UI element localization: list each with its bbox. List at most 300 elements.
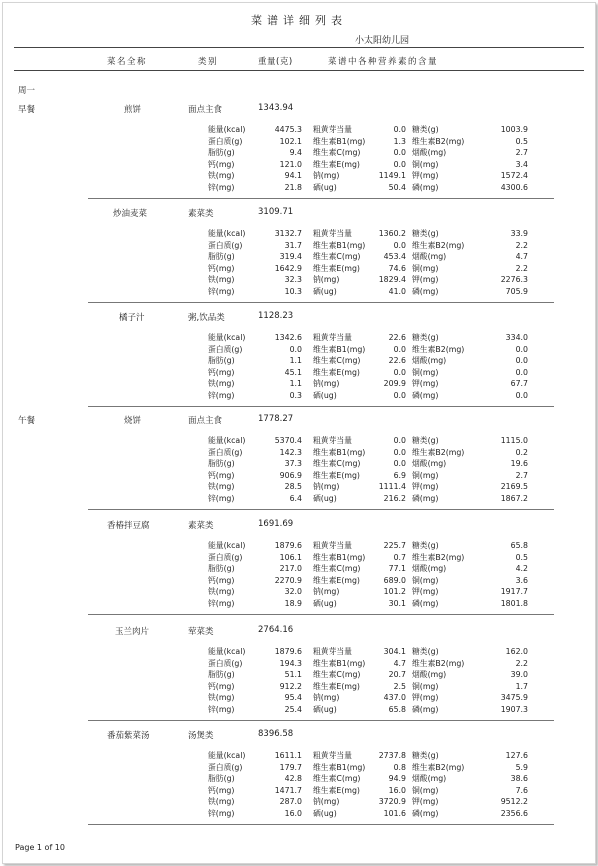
nutrient-value: 5.9 xyxy=(515,762,528,772)
nutrient-name: 维生素E(mg) xyxy=(313,681,360,691)
nutrient-value: 2.7 xyxy=(515,470,528,480)
nutrient-row xyxy=(208,355,534,367)
nutrient-value: 162.0 xyxy=(505,647,528,656)
dish-separator xyxy=(88,302,554,303)
nutrient-name: 磷(mg) xyxy=(412,704,439,714)
nutrient-row xyxy=(208,263,534,275)
nutrient-value: 45.1 xyxy=(284,367,302,377)
nutrient-value: 319.4 xyxy=(279,252,302,262)
nutrient-value: 1003.9 xyxy=(500,125,528,134)
nutrient-name: 锌(mg) xyxy=(208,286,235,296)
dish-name: 番茄紫菜汤 xyxy=(107,731,150,741)
nutrient-table xyxy=(208,124,534,194)
nutrient-value: 1.1 xyxy=(289,356,302,366)
nutrient-name: 粗黄芽当量 xyxy=(313,229,352,238)
nutrient-row xyxy=(208,493,534,505)
nutrient-row xyxy=(208,228,534,240)
nutrient-value: 4.7 xyxy=(393,658,406,668)
nutrient-name: 糖类(g) xyxy=(412,125,439,134)
nutrient-value: 209.9 xyxy=(383,379,406,389)
nutrient-name: 铜(mg) xyxy=(412,470,439,480)
header-nutrients: 菜谱中各种营养素的含量 xyxy=(328,57,439,67)
dish-weight: 3109.71 xyxy=(258,207,294,217)
meal-label: 早餐 xyxy=(18,105,36,115)
nutrient-value: 1879.6 xyxy=(274,647,302,656)
nutrient-value: 6.4 xyxy=(289,493,302,503)
dish-separator xyxy=(88,720,554,721)
nutrient-value: 7.6 xyxy=(515,785,528,795)
nutrient-value: 1867.2 xyxy=(500,493,528,503)
nutrient-value: 1829.4 xyxy=(378,275,406,285)
nutrient-name: 磷(mg) xyxy=(412,182,439,192)
nutrient-name: 粗黄芽当量 xyxy=(313,751,352,760)
nutrient-name: 能量(kcal) xyxy=(208,541,246,550)
nutrient-value: 705.9 xyxy=(505,286,528,296)
nutrient-name: 钠(mg) xyxy=(313,693,340,703)
nutrient-name: 维生素B1(mg) xyxy=(313,552,366,562)
dish-category: 素菜类 xyxy=(188,209,214,219)
nutrient-name: 粗黄芽当量 xyxy=(313,647,352,656)
nutrient-name: 钠(mg) xyxy=(313,482,340,492)
nutrient-value: 0.0 xyxy=(393,159,406,169)
nutrient-name: 钙(mg) xyxy=(208,263,235,273)
nutrient-row xyxy=(208,332,534,344)
nutrient-name: 磷(mg) xyxy=(412,808,439,818)
nutrient-table xyxy=(208,540,534,610)
nutrient-value: 94.1 xyxy=(284,171,302,181)
school-name: 小太阳幼儿园 xyxy=(355,36,410,46)
nutrient-name: 糖类(g) xyxy=(412,436,439,445)
dish-name: 橘子汁 xyxy=(119,313,145,323)
nutrient-name: 铁(mg) xyxy=(208,797,235,807)
nutrient-name: 锌(mg) xyxy=(208,598,235,608)
dish-weight: 1343.94 xyxy=(258,103,294,113)
nutrient-value: 101.2 xyxy=(383,587,406,597)
nutrient-value: 1.3 xyxy=(393,136,406,146)
nutrient-name: 锌(mg) xyxy=(208,493,235,503)
nutrient-value: 127.6 xyxy=(505,751,528,760)
nutrient-row xyxy=(208,540,534,552)
dish-weight: 8396.58 xyxy=(258,729,294,739)
dish-separator xyxy=(88,406,554,407)
dish-weight: 2764.16 xyxy=(258,625,294,635)
nutrient-name: 脂肪(g) xyxy=(208,564,235,574)
nutrient-value: 0.8 xyxy=(393,762,406,772)
dish-name: 烧饼 xyxy=(124,416,142,426)
dish-separator xyxy=(88,509,554,510)
nutrient-value: 287.0 xyxy=(279,797,302,807)
dish-separator xyxy=(88,614,554,615)
nutrient-value: 4.7 xyxy=(515,252,528,262)
nutrient-name: 粗黄芽当量 xyxy=(313,125,352,134)
nutrient-value: 3475.9 xyxy=(500,693,528,703)
nutrient-row xyxy=(208,750,534,762)
nutrient-value: 1111.4 xyxy=(378,482,406,492)
nutrient-value: 0.0 xyxy=(393,148,406,158)
nutrient-value: 0.5 xyxy=(515,552,528,562)
nutrient-name: 蛋白质(g) xyxy=(208,762,243,772)
nutrient-value: 0.0 xyxy=(515,356,528,366)
nutrient-row xyxy=(208,367,534,379)
nutrient-value: 0.0 xyxy=(515,390,528,400)
nutrient-value: 2.7 xyxy=(515,148,528,158)
dish-weight: 1778.27 xyxy=(258,414,294,424)
nutrient-row xyxy=(208,658,534,670)
nutrient-name: 糖类(g) xyxy=(412,541,439,550)
nutrient-value: 22.6 xyxy=(388,333,406,342)
nutrient-row xyxy=(208,124,534,136)
nutrient-name: 粗黄芽当量 xyxy=(313,333,352,342)
nutrient-value: 0.0 xyxy=(515,367,528,377)
nutrient-name: 维生素B1(mg) xyxy=(313,447,366,457)
nutrient-value: 2169.5 xyxy=(500,482,528,492)
nutrient-name: 磷(mg) xyxy=(412,598,439,608)
nutrient-value: 20.7 xyxy=(388,670,406,680)
nutrient-value: 9.4 xyxy=(289,148,302,158)
nutrient-name: 钾(mg) xyxy=(412,482,439,492)
nutrient-name: 锌(mg) xyxy=(208,808,235,818)
nutrient-value: 0.0 xyxy=(393,344,406,354)
nutrient-name: 糖类(g) xyxy=(412,751,439,760)
nutrient-value: 32.3 xyxy=(284,275,302,285)
nutrient-name: 能量(kcal) xyxy=(208,436,246,445)
nutrient-name: 铁(mg) xyxy=(208,587,235,597)
nutrient-row xyxy=(208,598,534,610)
nutrient-value: 77.1 xyxy=(388,564,406,574)
nutrient-name: 维生素B2(mg) xyxy=(412,136,465,146)
dish-category: 粥,饮品类 xyxy=(188,313,225,323)
nutrient-name: 维生素C(mg) xyxy=(313,356,361,366)
nutrient-value: 1149.1 xyxy=(378,171,406,181)
nutrient-value: 0.0 xyxy=(393,367,406,377)
nutrient-value: 3720.9 xyxy=(378,797,406,807)
nutrient-table xyxy=(208,750,534,820)
nutrient-value: 2.2 xyxy=(515,240,528,250)
nutrient-value: 3.4 xyxy=(515,159,528,169)
nutrient-row xyxy=(208,552,534,564)
nutrient-name: 能量(kcal) xyxy=(208,229,246,238)
nutrient-row xyxy=(208,681,534,693)
nutrient-value: 28.5 xyxy=(284,482,302,492)
nutrient-name: 铜(mg) xyxy=(412,367,439,377)
nutrient-value: 0.5 xyxy=(515,136,528,146)
nutrient-value: 4300.6 xyxy=(500,182,528,192)
nutrient-name: 维生素C(mg) xyxy=(313,252,361,262)
nutrient-name: 维生素E(mg) xyxy=(313,263,360,273)
nutrient-value: 37.3 xyxy=(284,459,302,469)
nutrient-value: 5370.4 xyxy=(274,436,302,445)
header-top-rule xyxy=(14,47,584,48)
nutrient-value: 0.0 xyxy=(289,344,302,354)
nutrient-name: 烟酸(mg) xyxy=(412,564,447,574)
header-category: 类别 xyxy=(198,57,219,67)
nutrient-name: 维生素B1(mg) xyxy=(313,136,366,146)
nutrient-value: 67.7 xyxy=(510,379,528,389)
nutrient-row xyxy=(208,182,534,194)
nutrient-value: 30.1 xyxy=(388,598,406,608)
nutrient-value: 25.4 xyxy=(284,704,302,714)
nutrient-value: 41.0 xyxy=(388,286,406,296)
nutrient-name: 钾(mg) xyxy=(412,693,439,703)
nutrient-name: 铜(mg) xyxy=(412,575,439,585)
nutrient-row xyxy=(208,481,534,493)
nutrient-name: 维生素B1(mg) xyxy=(313,658,366,668)
nutrient-name: 钠(mg) xyxy=(313,587,340,597)
nutrient-value: 0.0 xyxy=(393,436,406,445)
nutrient-value: 194.3 xyxy=(279,658,302,668)
nutrient-name: 维生素B2(mg) xyxy=(412,447,465,457)
nutrient-value: 2276.3 xyxy=(500,275,528,285)
nutrient-row xyxy=(208,704,534,716)
nutrient-name: 硒(ug) xyxy=(313,182,337,192)
nutrient-name: 烟酸(mg) xyxy=(412,670,447,680)
dish-category: 面点主食 xyxy=(188,105,223,115)
nutrient-value: 1642.9 xyxy=(274,263,302,273)
dish-weight: 1128.23 xyxy=(258,311,294,321)
nutrient-name: 磷(mg) xyxy=(412,493,439,503)
nutrient-value: 18.9 xyxy=(284,598,302,608)
nutrient-value: 65.8 xyxy=(510,541,528,550)
nutrient-name: 维生素B2(mg) xyxy=(412,552,465,562)
nutrient-value: 1360.2 xyxy=(378,229,406,238)
nutrient-value: 4475.3 xyxy=(274,125,302,134)
nutrient-value: 1471.7 xyxy=(274,785,302,795)
dish-name: 香椿拌豆腐 xyxy=(107,521,150,531)
nutrient-table xyxy=(208,435,534,505)
nutrient-value: 16.0 xyxy=(388,785,406,795)
nutrient-name: 蛋白质(g) xyxy=(208,447,243,457)
nutrient-name: 维生素B2(mg) xyxy=(412,240,465,250)
nutrient-table xyxy=(208,332,534,402)
nutrient-row xyxy=(208,458,534,470)
nutrient-name: 脂肪(g) xyxy=(208,670,235,680)
nutrient-name: 蛋白质(g) xyxy=(208,552,243,562)
nutrient-row xyxy=(208,669,534,681)
nutrient-value: 1572.4 xyxy=(500,171,528,181)
nutrient-name: 硒(ug) xyxy=(313,808,337,818)
nutrient-name: 糖类(g) xyxy=(412,333,439,342)
nutrient-name: 铁(mg) xyxy=(208,379,235,389)
nutrient-name: 钠(mg) xyxy=(313,797,340,807)
nutrient-value: 42.8 xyxy=(284,774,302,784)
nutrient-value: 1917.7 xyxy=(500,587,528,597)
nutrient-name: 糖类(g) xyxy=(412,229,439,238)
nutrient-row xyxy=(208,575,534,587)
nutrient-name: 维生素E(mg) xyxy=(313,785,360,795)
nutrient-name: 烟酸(mg) xyxy=(412,459,447,469)
nutrient-row xyxy=(208,435,534,447)
nutrient-value: 0.3 xyxy=(289,390,302,400)
nutrient-row xyxy=(208,159,534,171)
dish-name: 玉兰肉片 xyxy=(115,627,150,637)
nutrient-value: 437.0 xyxy=(383,693,406,703)
nutrient-row xyxy=(208,563,534,575)
nutrient-name: 脂肪(g) xyxy=(208,774,235,784)
nutrient-value: 0.0 xyxy=(393,240,406,250)
dish-category: 素菜类 xyxy=(188,521,214,531)
nutrient-name: 蛋白质(g) xyxy=(208,240,243,250)
nutrient-name: 钙(mg) xyxy=(208,470,235,480)
dish-category: 面点主食 xyxy=(188,416,223,426)
nutrient-value: 38.6 xyxy=(510,774,528,784)
nutrient-table xyxy=(208,228,534,298)
nutrient-name: 维生素E(mg) xyxy=(313,470,360,480)
nutrient-value: 106.1 xyxy=(279,552,302,562)
nutrient-value: 32.0 xyxy=(284,587,302,597)
nutrient-name: 维生素B2(mg) xyxy=(412,762,465,772)
nutrient-row xyxy=(208,344,534,356)
nutrient-value: 906.9 xyxy=(279,470,302,480)
nutrient-value: 689.0 xyxy=(383,575,406,585)
nutrient-value: 1342.6 xyxy=(274,333,302,342)
nutrient-name: 糖类(g) xyxy=(412,647,439,656)
nutrient-row xyxy=(208,692,534,704)
nutrient-name: 烟酸(mg) xyxy=(412,252,447,262)
nutrient-value: 0.0 xyxy=(393,447,406,457)
nutrient-value: 2.2 xyxy=(515,263,528,273)
nutrient-name: 维生素B1(mg) xyxy=(313,762,366,772)
nutrient-value: 2.5 xyxy=(393,681,406,691)
nutrient-row xyxy=(208,470,534,482)
nutrient-name: 铜(mg) xyxy=(412,159,439,169)
nutrient-row xyxy=(208,785,534,797)
nutrient-row xyxy=(208,274,534,286)
nutrient-row xyxy=(208,808,534,820)
nutrient-name: 铁(mg) xyxy=(208,693,235,703)
nutrient-name: 脂肪(g) xyxy=(208,356,235,366)
nutrient-row xyxy=(208,251,534,263)
nutrient-name: 能量(kcal) xyxy=(208,333,246,342)
nutrient-value: 1801.8 xyxy=(500,598,528,608)
nutrient-value: 4.2 xyxy=(515,564,528,574)
nutrient-row xyxy=(208,136,534,148)
nutrient-value: 39.0 xyxy=(510,670,528,680)
nutrient-value: 0.0 xyxy=(515,344,528,354)
nutrient-row xyxy=(208,390,534,402)
header-weight: 重量(克) xyxy=(258,57,293,67)
nutrient-value: 19.6 xyxy=(510,459,528,469)
nutrient-value: 1879.6 xyxy=(274,541,302,550)
nutrient-name: 烟酸(mg) xyxy=(412,774,447,784)
dish-separator xyxy=(88,824,554,825)
nutrient-name: 维生素B1(mg) xyxy=(313,240,366,250)
nutrient-name: 铜(mg) xyxy=(412,263,439,273)
nutrient-value: 3132.7 xyxy=(274,229,302,238)
nutrient-name: 硒(ug) xyxy=(313,704,337,714)
nutrient-name: 铁(mg) xyxy=(208,171,235,181)
nutrient-name: 蛋白质(g) xyxy=(208,658,243,668)
nutrient-name: 维生素C(mg) xyxy=(313,564,361,574)
nutrient-name: 维生素E(mg) xyxy=(313,367,360,377)
nutrient-value: 0.7 xyxy=(393,552,406,562)
nutrient-name: 蛋白质(g) xyxy=(208,344,243,354)
meal-label: 午餐 xyxy=(18,416,36,426)
nutrient-name: 钾(mg) xyxy=(412,171,439,181)
nutrient-name: 铁(mg) xyxy=(208,275,235,285)
nutrient-value: 65.8 xyxy=(388,704,406,714)
nutrient-name: 钙(mg) xyxy=(208,785,235,795)
nutrient-name: 粗黄芽当量 xyxy=(313,436,352,445)
nutrient-value: 50.4 xyxy=(388,182,406,192)
nutrient-name: 维生素E(mg) xyxy=(313,159,360,169)
nutrient-table xyxy=(208,646,534,716)
nutrient-value: 1115.0 xyxy=(500,436,528,445)
nutrient-name: 钙(mg) xyxy=(208,681,235,691)
nutrient-value: 10.3 xyxy=(284,286,302,296)
dish-category: 荤菜类 xyxy=(188,627,214,637)
header-dish-name: 菜名全称 xyxy=(107,57,148,67)
nutrient-name: 能量(kcal) xyxy=(208,647,246,656)
nutrient-value: 74.6 xyxy=(388,263,406,273)
nutrient-value: 102.1 xyxy=(279,136,302,146)
nutrient-row xyxy=(208,586,534,598)
nutrient-value: 217.0 xyxy=(279,564,302,574)
nutrient-value: 216.2 xyxy=(383,493,406,503)
nutrient-row xyxy=(208,286,534,298)
nutrient-name: 蛋白质(g) xyxy=(208,136,243,146)
dish-name: 煎饼 xyxy=(124,105,142,115)
nutrient-name: 维生素B2(mg) xyxy=(412,344,465,354)
nutrient-name: 钾(mg) xyxy=(412,275,439,285)
nutrient-name: 钙(mg) xyxy=(208,367,235,377)
nutrient-name: 锌(mg) xyxy=(208,182,235,192)
nutrient-name: 钠(mg) xyxy=(313,379,340,389)
nutrient-name: 硒(ug) xyxy=(313,390,337,400)
nutrient-value: 304.1 xyxy=(383,647,406,656)
nutrient-name: 维生素C(mg) xyxy=(313,774,361,784)
nutrient-value: 0.0 xyxy=(393,390,406,400)
dish-category: 汤煲类 xyxy=(188,731,214,741)
nutrient-row xyxy=(208,796,534,808)
nutrient-row xyxy=(208,762,534,774)
nutrient-value: 179.7 xyxy=(279,762,302,772)
nutrient-name: 烟酸(mg) xyxy=(412,148,447,158)
nutrient-name: 锌(mg) xyxy=(208,704,235,714)
dish-separator xyxy=(88,198,554,199)
nutrient-value: 0.0 xyxy=(393,459,406,469)
nutrient-row xyxy=(208,447,534,459)
nutrient-name: 脂肪(g) xyxy=(208,148,235,158)
nutrient-value: 453.4 xyxy=(383,252,406,262)
nutrient-name: 钾(mg) xyxy=(412,379,439,389)
nutrient-name: 硒(ug) xyxy=(313,493,337,503)
nutrient-name: 钠(mg) xyxy=(313,275,340,285)
nutrient-value: 1.7 xyxy=(515,681,528,691)
nutrient-value: 31.7 xyxy=(284,240,302,250)
nutrient-value: 0.0 xyxy=(393,125,406,134)
nutrient-row xyxy=(208,378,534,390)
nutrient-row xyxy=(208,240,534,252)
nutrient-name: 锌(mg) xyxy=(208,390,235,400)
nutrient-name: 钙(mg) xyxy=(208,575,235,585)
nutrient-value: 3.6 xyxy=(515,575,528,585)
nutrient-value: 334.0 xyxy=(505,333,528,342)
nutrient-value: 142.3 xyxy=(279,447,302,457)
nutrient-row xyxy=(208,773,534,785)
nutrient-value: 1.1 xyxy=(289,379,302,389)
nutrient-name: 铜(mg) xyxy=(412,681,439,691)
nutrient-name: 维生素B2(mg) xyxy=(412,658,465,668)
nutrient-name: 维生素C(mg) xyxy=(313,459,361,469)
nutrient-value: 2356.6 xyxy=(500,808,528,818)
nutrient-value: 101.6 xyxy=(383,808,406,818)
nutrient-value: 912.2 xyxy=(279,681,302,691)
nutrient-name: 脂肪(g) xyxy=(208,252,235,262)
nutrient-name: 铁(mg) xyxy=(208,482,235,492)
nutrient-value: 2.2 xyxy=(515,658,528,668)
nutrient-value: 2270.9 xyxy=(274,575,302,585)
nutrient-row xyxy=(208,170,534,182)
